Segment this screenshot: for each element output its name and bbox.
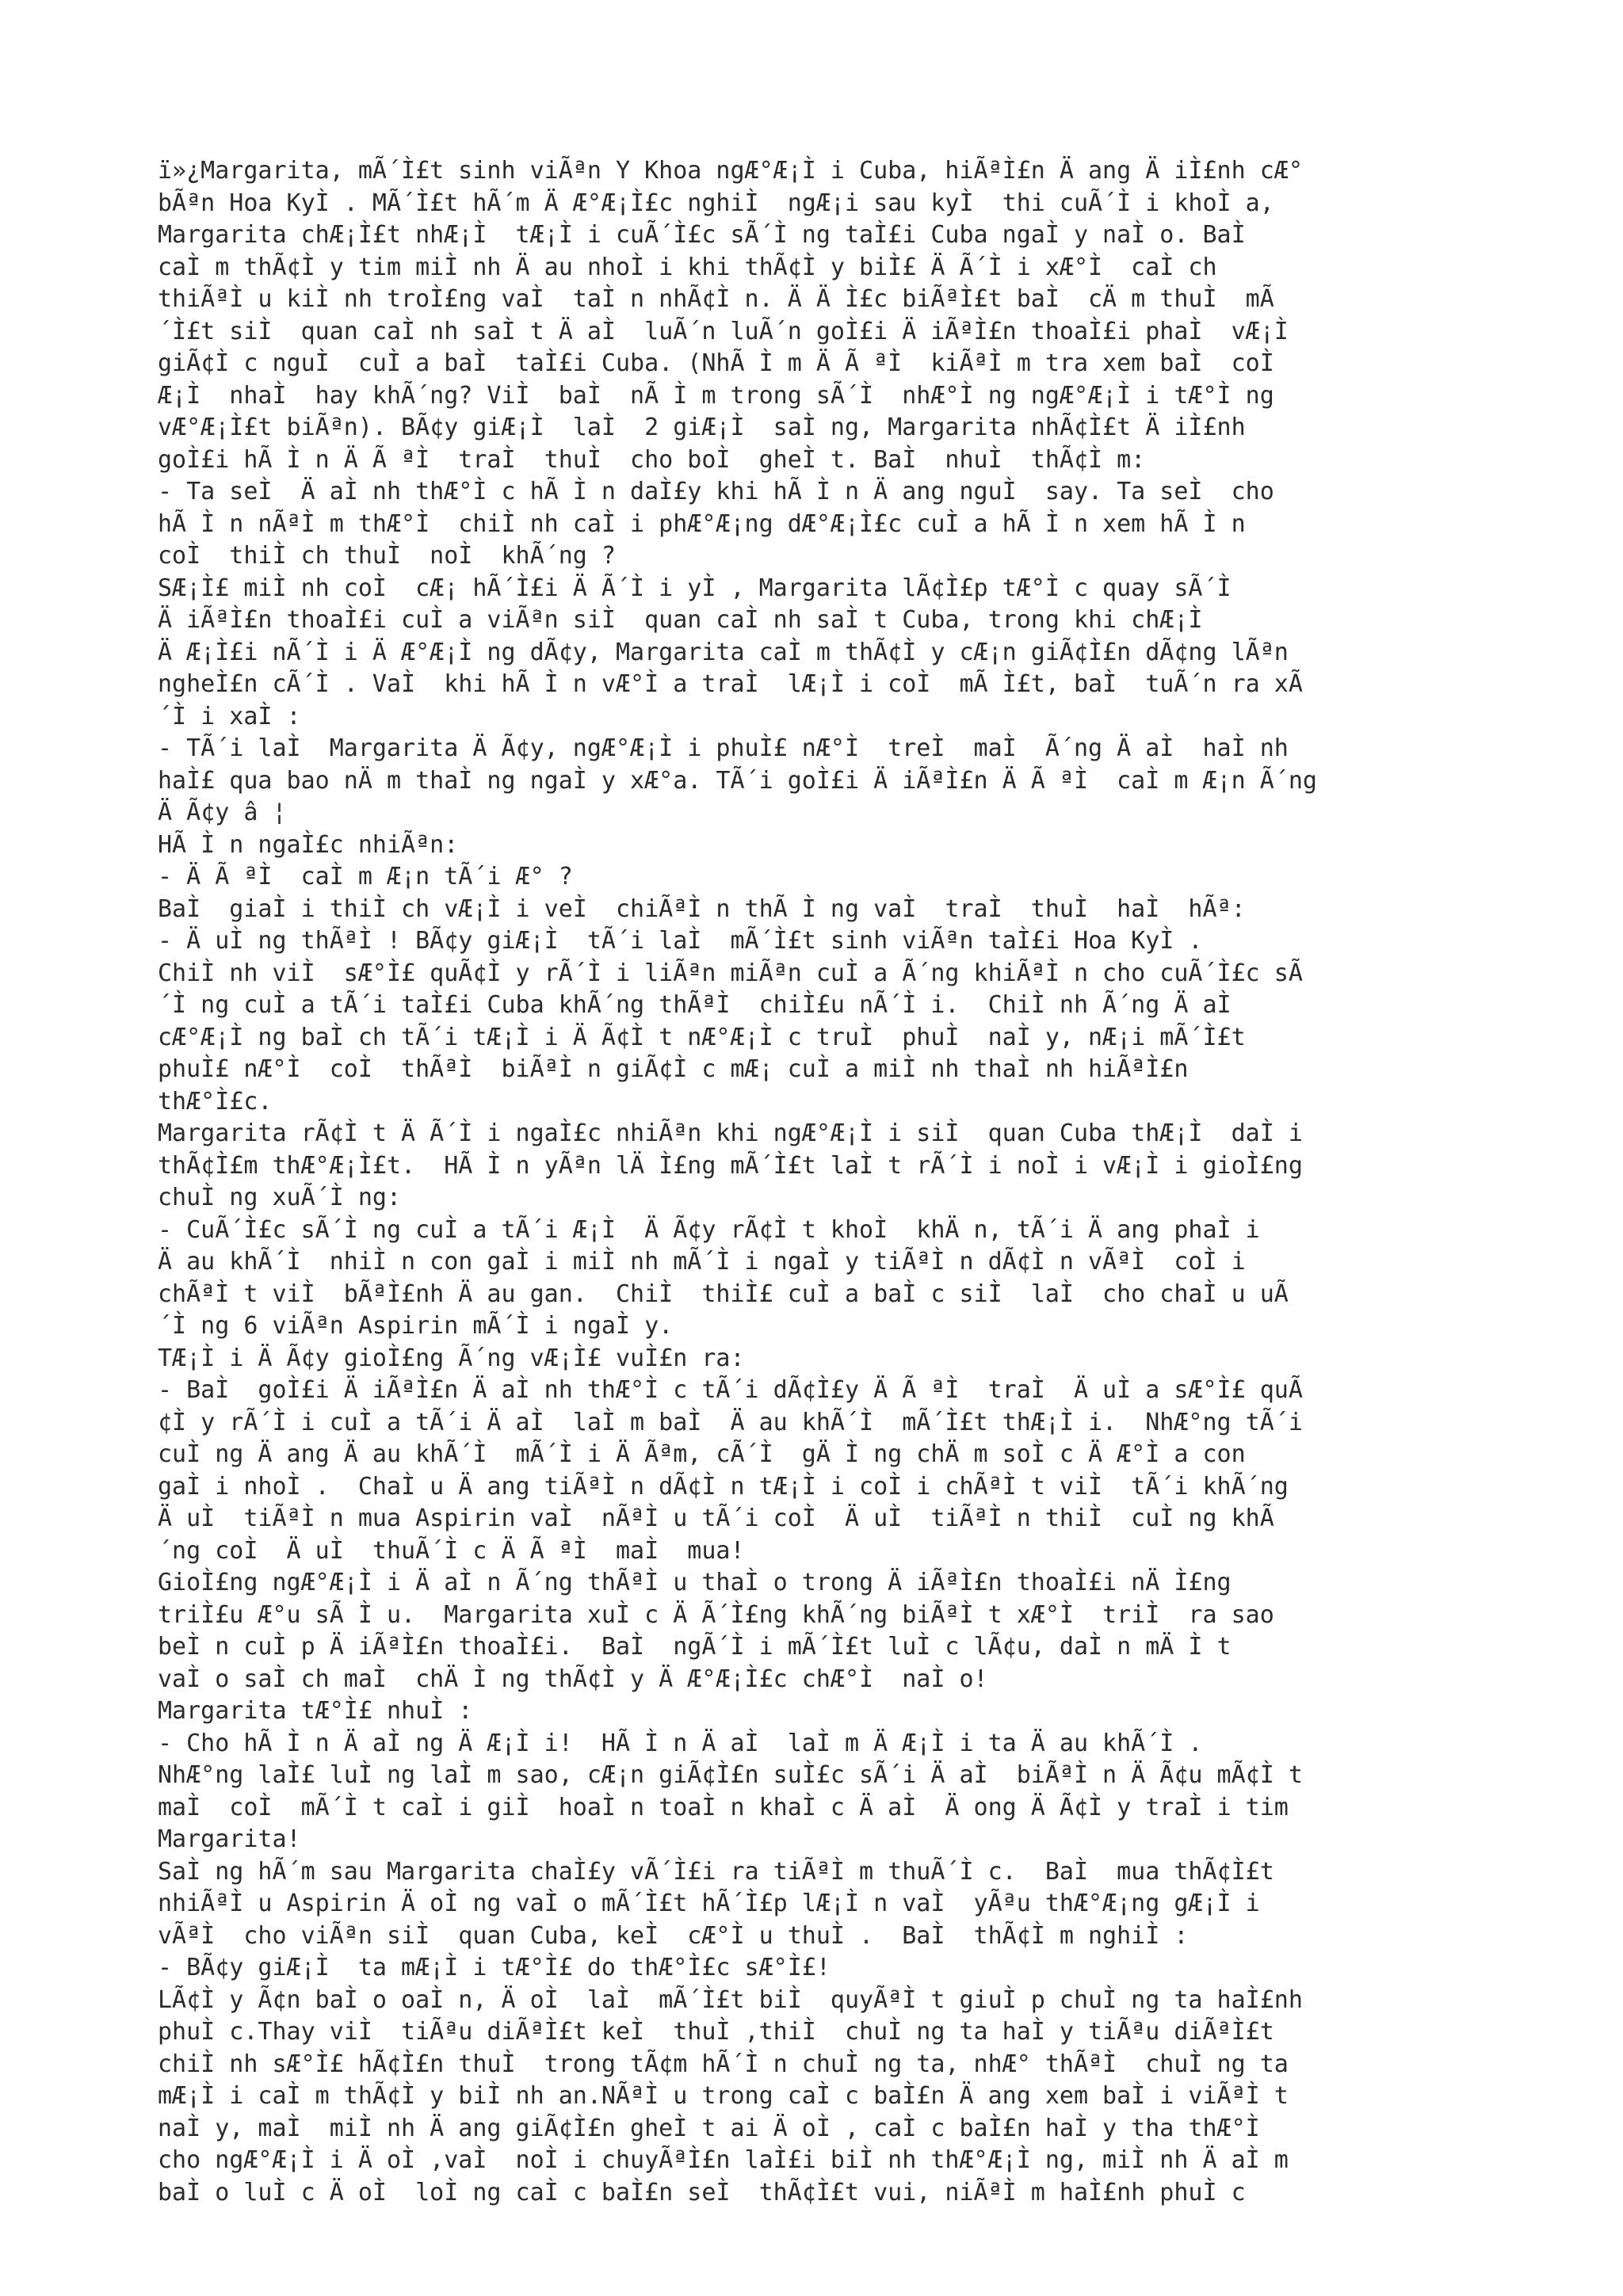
text-line: Ä uÌ tiÃªÌ n mua Aspirin vaÌ nÃªÌ u tÃ´i coÌ Ä uÌ tiÃªÌ n thiÌ cuÌ ng khÃ <box>158 1505 1274 1532</box>
text-line: - CuÃ´Ì£c sÃ´Ì ng cuÌ a tÃ´i Æ¡Ì Ä Ã¢y rÃ¢Ì t khoÌ khÄ n, tÃ´i Ä ang phaÌ i <box>158 1215 1260 1244</box>
text-line: TÆ¡Ì i Ä Ã¢y gioÌ£ng Ã´ng vÆ¡Ì£ vuÌ£n ra: <box>158 1344 745 1372</box>
text-line: - BaÌ goÌ£i Ä iÃªÌ£n Ä aÌ nh thÆ°Ì c tÃ´i dÃ¢Ì£y Ä Ã ªÌ traÌ Ä uÌ a sÆ°Ì£ quÃ <box>158 1376 1303 1404</box>
text-line: ï»¿Margarita, mÃ´Ì£t sinh viÃªn Y Khoa ngÆ°Æ¡Ì i Cuba, hiÃªÌ£n Ä ang Ä iÌ£nh cÆ° <box>158 157 1303 185</box>
text-line: - Ä uÌ ng thÃªÌ ! BÃ¢y giÆ¡Ì tÃ´i laÌ mÃ´Ì£t sinh viÃªn taÌ£i Hoa KyÌ . <box>158 927 1203 955</box>
text-line: Æ¡Ì nhaÌ hay khÃ´ng? ViÌ baÌ nÃ Ì m trong sÃ´Ì nhÆ°Ì ng ngÆ°Æ¡Ì i tÆ°Ì ng <box>158 381 1274 410</box>
text-line: goÌ£i hÃ Ì n Ä Ã ªÌ traÌ thuÌ cho boÌ gheÌ t. BaÌ nhuÌ thÃ¢Ì m: <box>158 445 1146 474</box>
text-line: haÌ£ qua bao nÄ m thaÌ ng ngaÌ y xÆ°a. TÃ´i goÌ£i Ä iÃªÌ£n Ä Ã ªÌ caÌ m Æ¡n Ã´ng <box>158 766 1317 795</box>
text-line: GioÌ£ng ngÆ°Æ¡Ì i Ä aÌ n Ã´ng thÃªÌ u thaÌ o trong Ä iÃªÌ£n thoaÌ£i nÄ Ì£ng <box>158 1569 1232 1596</box>
text-line: Ä Æ¡Ì£i nÃ´Ì i Ä Æ°Æ¡Ì ng dÃ¢y, Margarita caÌ m thÃ¢Ì y cÆ¡n giÃ¢Ì£n dÃ¢ng lÃªn <box>158 638 1289 666</box>
text-line: chÃªÌ t viÌ bÃªÌ£nh Ä au gan. ChiÌ thiÌ£ cuÌ a baÌ c siÌ laÌ cho chaÌ u uÃ <box>158 1280 1289 1308</box>
text-line: bÃªn Hoa KyÌ . MÃ´Ì£t hÃ´m Ä Æ°Æ¡Ì£c nghiÌ ngÆ¡i sau kyÌ thi cuÃ´Ì i khoÌ a, <box>158 189 1274 217</box>
text-line: - Cho hÃ Ì n Ä aÌ ng Ä Æ¡Ì i! HÃ Ì n Ä aÌ laÌ m Ä Æ¡Ì i ta Ä au khÃ´Ì . <box>158 1729 1203 1757</box>
text-line: thiÃªÌ u kiÌ nh troÌ£ng vaÌ taÌ n nhÃ¢Ì n. Ä Ä Ì£c biÃªÌ£t baÌ cÄ m thuÌ mÃ <box>158 285 1274 313</box>
text-line: nhiÃªÌ u Aspirin Ä oÌ ng vaÌ o mÃ´Ì£t hÃ´Ì£p lÆ¡Ì n vaÌ yÃªu thÆ°Æ¡ng gÆ¡Ì i <box>158 1890 1260 1917</box>
text-line: Margarita! <box>158 1825 301 1853</box>
text-line: ChiÌ nh viÌ sÆ°Ì£ quÃ¢Ì y rÃ´Ì i liÃªn miÃªn cuÌ a Ã´ng khiÃªÌ n cho cuÃ´Ì£c sÃ <box>158 959 1303 987</box>
text-line: ngheÌ£n cÃ´Ì . VaÌ khi hÃ Ì n vÆ°Ì a traÌ lÆ¡Ì i coÌ mÃ Ì£t, baÌ tuÃ´n ra xÃ <box>158 670 1303 698</box>
text-line: SÆ¡Ì£ miÌ nh coÌ cÆ¡ hÃ´Ì£i Ä Ã´Ì i yÌ , Margarita lÃ¢Ì£p tÆ°Ì c quay sÃ´Ì <box>158 574 1232 602</box>
text-line: Ä au khÃ´Ì nhiÌ n con gaÌ i miÌ nh mÃ´Ì i ngaÌ y tiÃªÌ n dÃ¢Ì n vÃªÌ coÌ i <box>158 1248 1246 1276</box>
document-body-text <box>158 155 1489 2209</box>
text-line: vaÌ o saÌ ch maÌ chÄ Ì ng thÃ¢Ì y Ä Æ°Æ¡Ì£c chÆ°Ì naÌ o! <box>158 1665 988 1693</box>
text-line: giÃ¢Ì c nguÌ cuÌ a baÌ taÌ£i Cuba. (NhÃ Ì m Ä Ã ªÌ kiÃªÌ m tra xem baÌ coÌ <box>158 349 1274 377</box>
text-line: cuÌ ng Ä ang Ä au khÃ´Ì mÃ´Ì i Ä Ãªm, cÃ´Ì gÄ Ì ng chÄ m soÌ c Ä Æ°Ì a con <box>158 1440 1246 1468</box>
text-line: vÆ°Æ¡Ì£t biÃªn). BÃ¢y giÆ¡Ì laÌ 2 giÆ¡Ì saÌ ng, Margarita nhÃ¢Ì£t Ä iÌ£nh <box>158 414 1246 441</box>
text-line: Margarita rÃ¢Ì t Ä Ã´Ì i ngaÌ£c nhiÃªn khi ngÆ°Æ¡Ì i siÌ quan Cuba thÆ¡Ì daÌ i <box>158 1119 1303 1147</box>
text-line: Margarita chÆ¡Ì£t nhÆ¡Ì tÆ¡Ì i cuÃ´Ì£c sÃ´Ì ng taÌ£i Cuba ngaÌ y naÌ o. BaÌ <box>158 221 1246 249</box>
text-line: beÌ n cuÌ p Ä iÃªÌ£n thoaÌ£i. BaÌ ngÃ´Ì i mÃ´Ì£t luÌ c lÃ¢u, daÌ n mÄ Ì t <box>158 1633 1232 1661</box>
text-line: chiÌ nh sÆ°Ì£ hÃ¢Ì£n thuÌ trong tÃ¢m hÃ´Ì n chuÌ ng ta, nhÆ° thÃªÌ chuÌ ng ta <box>158 2050 1289 2078</box>
text-line: cÆ°Æ¡Ì ng baÌ ch tÃ´i tÆ¡Ì i Ä Ã¢Ì t nÆ°Æ¡Ì c truÌ phuÌ naÌ y, nÆ¡i mÃ´Ì£t <box>158 1023 1246 1051</box>
text-line: Ä iÃªÌ£n thoaÌ£i cuÌ a viÃªn siÌ quan caÌ nh saÌ t Cuba, trong khi chÆ¡Ì <box>158 606 1203 634</box>
text-line: mÆ¡Ì i caÌ m thÃ¢Ì y biÌ nh an.NÃªÌ u trong caÌ c baÌ£n Ä ang xem baÌ i viÃªÌ t <box>158 2082 1289 2110</box>
text-line: thÆ°Ì£c. <box>158 1087 273 1116</box>
text-line: gaÌ i nhoÌ . ChaÌ u Ä ang tiÃªÌ n dÃ¢Ì n tÆ¡Ì i coÌ i chÃªÌ t viÌ tÃ´i khÃ´ng <box>158 1472 1289 1501</box>
text-line: - BÃ¢y giÆ¡Ì ta mÆ¡Ì i tÆ°Ì£ do thÆ°Ì£c sÆ°Ì£! <box>158 1954 831 1981</box>
text-line: ´ng coÌ Ä uÌ thuÃ´Ì c Ä Ã ªÌ maÌ mua! <box>158 1536 745 1565</box>
text-line: ¢Ì y rÃ´Ì i cuÌ a tÃ´i Ä aÌ laÌ m baÌ Ä au khÃ´Ì mÃ´Ì£t thÆ¡Ì i. NhÆ°ng tÃ´i <box>158 1408 1303 1436</box>
text-line: - Ta seÌ Ä aÌ nh thÆ°Ì c hÃ Ì n daÌ£y khi hÃ Ì n Ä ang nguÌ say. Ta seÌ cho <box>158 478 1274 505</box>
text-line: cho ngÆ°Æ¡Ì i Ä oÌ ,vaÌ noÌ i chuyÃªÌ£n laÌ£i biÌ nh thÆ°Æ¡Ì ng, miÌ nh Ä aÌ m <box>158 2146 1289 2174</box>
text-line: vÃªÌ cho viÃªn siÌ quan Cuba, keÌ cÆ°Ì u thuÌ . BaÌ thÃ¢Ì m nghiÌ : <box>158 1921 1189 1950</box>
text-line: Ä Ã¢y â ¦ <box>158 799 287 826</box>
text-line: BaÌ giaÌ i thiÌ ch vÆ¡Ì i veÌ chiÃªÌ n thÃ Ì ng vaÌ traÌ thuÌ haÌ hÃª: <box>158 894 1246 923</box>
text-line: Margarita tÆ°Ì£ nhuÌ : <box>158 1697 473 1725</box>
text-line: - TÃ´i laÌ Margarita Ä Ã¢y, ngÆ°Æ¡Ì i phuÌ£ nÆ°Ì treÌ maÌ Ã´ng Ä aÌ haÌ nh <box>158 734 1289 762</box>
text-line: baÌ o luÌ c Ä oÌ loÌ ng caÌ c baÌ£n seÌ thÃ¢Ì£t vui, niÃªÌ m haÌ£nh phuÌ c <box>158 2178 1246 2206</box>
text-line: chuÌ ng xuÃ´Ì ng: <box>158 1184 402 1211</box>
text-line: maÌ coÌ mÃ´Ì t caÌ i giÌ hoaÌ n toaÌ n khaÌ c Ä aÌ Ä ong Ä Ã¢Ì y traÌ i tim <box>158 1793 1289 1821</box>
text-line: LÃ¢Ì y Ã¢n baÌ o oaÌ n, Ä oÌ laÌ mÃ´Ì£t biÌ quyÃªÌ t giuÌ p chuÌ ng ta haÌ£nh <box>158 1985 1303 2014</box>
text-line: phuÌ£ nÆ°Ì coÌ thÃªÌ biÃªÌ n giÃ¢Ì c mÆ¡ cuÌ a miÌ nh thaÌ nh hiÃªÌ£n <box>158 1055 1189 1083</box>
text-line: naÌ y, maÌ miÌ nh Ä ang giÃ¢Ì£n gheÌ t ai Ä oÌ , caÌ c baÌ£n haÌ y tha thÆ°Ì <box>158 2114 1260 2142</box>
text-line: ´Ì i xaÌ : <box>158 702 301 730</box>
text-line: SaÌ ng hÃ´m sau Margarita chaÌ£y vÃ´Ì£i ra tiÃªÌ m thuÃ´Ì c. BaÌ mua thÃ¢Ì£t <box>158 1857 1274 1886</box>
text-line: coÌ thiÌ ch thuÌ noÌ khÃ´ng ? <box>158 542 616 570</box>
text-line: ´Ì£t siÌ quan caÌ nh saÌ t Ä aÌ luÃ´n luÃ´n goÌ£i Ä iÃªÌ£n thoaÌ£i phaÌ vÆ¡Ì <box>158 317 1289 345</box>
text-line: ´Ì ng 6 viÃªn Aspirin mÃ´Ì i ngaÌ y. <box>158 1312 674 1340</box>
text-line: thÃ¢Ì£m thÆ°Æ¡Ì£t. HÃ Ì n yÃªn lÄ Ì£ng mÃ´Ì£t laÌ t rÃ´Ì i noÌ i vÆ¡Ì i gioÌ£ng <box>158 1151 1303 1180</box>
text-line: HÃ Ì n ngaÌ£c nhiÃªn: <box>158 830 459 859</box>
text-line: caÌ m thÃ¢Ì y tim miÌ nh Ä au nhoÌ i khi thÃ¢Ì y biÌ£ Ä Ã´Ì i xÆ°Ì caÌ ch <box>158 253 1217 281</box>
text-line: phuÌ c.Thay viÌ tiÃªu diÃªÌ£t keÌ thuÌ ,thiÌ chuÌ ng ta haÌ y tiÃªu diÃªÌ£t <box>158 2018 1274 2046</box>
text-line: - Ä Ã ªÌ caÌ m Æ¡n tÃ´i Æ° ? <box>158 863 573 891</box>
text-line: NhÆ°ng laÌ£ luÌ ng laÌ m sao, cÆ¡n giÃ¢Ì£n suÌ£c sÃ´i Ä aÌ biÃªÌ n Ä Ã¢u mÃ¢Ì t <box>158 1761 1303 1789</box>
text-line: triÌ£u Æ°u sÃ Ì u. Margarita xuÌ c Ä Ã´Ì£ng khÃ´ng biÃªÌ t xÆ°Ì triÌ ra sao <box>158 1600 1274 1629</box>
text-line: hÃ Ì n nÃªÌ m thÆ°Ì chiÌ nh caÌ i phÆ°Æ¡ng dÆ°Æ¡Ì£c cuÌ a hÃ Ì n xem hÃ Ì n <box>158 509 1246 538</box>
text-line: ´Ì ng cuÌ a tÃ´i taÌ£i Cuba khÃ´ng thÃªÌ chiÌ£u nÃ´Ì i. ChiÌ nh Ã´ng Ä aÌ <box>158 991 1232 1019</box>
